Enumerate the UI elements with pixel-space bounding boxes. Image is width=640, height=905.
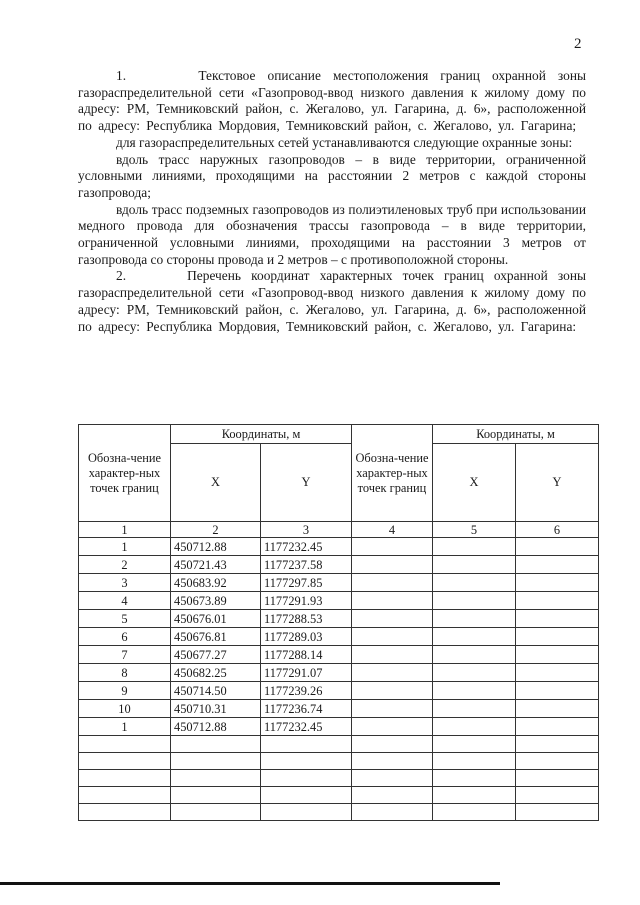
x-cell: 450721.43	[171, 556, 261, 574]
empty-cell	[261, 736, 352, 753]
empty-cell	[352, 718, 433, 736]
x-cell: 450710.31	[171, 700, 261, 718]
paragraph-3: вдоль трасс наружных газопроводов – в виде территории, ограниченной условными линиями, проходящими на расстоянии 2 метров с каждой стороны газопровода;	[78, 151, 586, 200]
point-cell: 4	[79, 592, 171, 610]
table-row	[79, 682, 599, 700]
empty-cell	[433, 556, 516, 574]
empty-row	[79, 753, 599, 770]
point-cell: 6	[79, 628, 171, 646]
table-row	[79, 664, 599, 682]
empty-cell	[433, 804, 516, 821]
column-number: 2	[171, 522, 261, 538]
table-row	[79, 538, 599, 556]
empty-cell	[171, 753, 261, 770]
column-number: 1	[79, 522, 171, 538]
empty-cell	[352, 556, 433, 574]
table-row	[79, 628, 599, 646]
point-cell: 5	[79, 610, 171, 628]
empty-cell	[352, 610, 433, 628]
x-cell: 450682.25	[171, 664, 261, 682]
y-cell: 1177236.74	[261, 700, 352, 718]
coordinates-table	[78, 424, 599, 821]
empty-cell	[516, 610, 599, 628]
empty-cell	[352, 753, 433, 770]
empty-cell	[516, 787, 599, 804]
x-cell: 450712.88	[171, 538, 261, 556]
empty-row	[79, 804, 599, 821]
empty-cell	[433, 592, 516, 610]
empty-cell	[516, 753, 599, 770]
y-cell: 1177289.03	[261, 628, 352, 646]
empty-cell	[516, 574, 599, 592]
empty-cell	[352, 770, 433, 787]
point-designation-header-2: Обозна-чение характер-ных точек границ	[352, 425, 433, 522]
table-row	[79, 700, 599, 718]
empty-cell	[261, 787, 352, 804]
document-text	[78, 68, 586, 335]
empty-cell	[352, 682, 433, 700]
point-cell: 8	[79, 664, 171, 682]
empty-cell	[352, 700, 433, 718]
empty-cell	[433, 718, 516, 736]
y-header: Y	[261, 444, 352, 522]
column-number: 5	[433, 522, 516, 538]
empty-cell	[261, 770, 352, 787]
coordinates-header-2: Координаты, м	[433, 425, 599, 444]
column-number: 6	[516, 522, 599, 538]
point-cell: 1	[79, 718, 171, 736]
x-cell: 450673.89	[171, 592, 261, 610]
empty-cell	[261, 753, 352, 770]
empty-cell	[433, 610, 516, 628]
point-cell: 10	[79, 700, 171, 718]
scan-edge-bar	[0, 882, 500, 885]
y-cell: 1177291.07	[261, 664, 352, 682]
y-header-2: Y	[516, 444, 599, 522]
empty-row	[79, 736, 599, 753]
x-cell: 450712.88	[171, 718, 261, 736]
point-cell: 7	[79, 646, 171, 664]
table-row	[79, 646, 599, 664]
x-cell: 450676.81	[171, 628, 261, 646]
empty-cell	[516, 556, 599, 574]
column-number: 4	[352, 522, 433, 538]
y-cell: 1177232.45	[261, 538, 352, 556]
y-cell: 1177237.58	[261, 556, 352, 574]
empty-cell	[433, 700, 516, 718]
coordinates-header: Координаты, м	[171, 425, 352, 444]
point-cell: 2	[79, 556, 171, 574]
point-designation-header: Обозна-чение характер-ных точек границ	[79, 425, 171, 522]
empty-cell	[516, 592, 599, 610]
table-row	[79, 610, 599, 628]
y-cell: 1177239.26	[261, 682, 352, 700]
empty-cell	[433, 664, 516, 682]
empty-cell	[433, 787, 516, 804]
paragraph-2: для газораспределительных сетей устанавливаются следующие охранные зоны:	[116, 134, 573, 150]
point-cell: 9	[79, 682, 171, 700]
empty-cell	[433, 538, 516, 556]
y-cell: 1177297.85	[261, 574, 352, 592]
point-cell: 3	[79, 574, 171, 592]
empty-cell	[261, 804, 352, 821]
empty-cell	[79, 787, 171, 804]
empty-cell	[79, 753, 171, 770]
point-cell: 1	[79, 538, 171, 556]
x-cell: 450714.50	[171, 682, 261, 700]
x-cell: 450676.01	[171, 610, 261, 628]
empty-cell	[433, 628, 516, 646]
table-row	[79, 718, 599, 736]
empty-cell	[352, 574, 433, 592]
column-number-row	[79, 522, 599, 538]
paragraph-4: вдоль трасс подземных газопроводов из полиэтиленовых труб при использовании медного провода для обозначения трассы газопровода – в виде территории, ограниченной условными линиями, проходящими на расстоянии 3 метров от газопровода со стороны провода и 2 метров – с противоположной стороны.	[78, 201, 586, 267]
empty-cell	[516, 628, 599, 646]
y-cell: 1177288.53	[261, 610, 352, 628]
x-cell: 450683.92	[171, 574, 261, 592]
table-row	[79, 556, 599, 574]
table-row	[79, 574, 599, 592]
y-cell: 1177232.45	[261, 718, 352, 736]
empty-cell	[433, 682, 516, 700]
empty-cell	[352, 538, 433, 556]
empty-cell	[352, 628, 433, 646]
empty-cell	[516, 682, 599, 700]
x-cell: 450677.27	[171, 646, 261, 664]
empty-cell	[433, 753, 516, 770]
empty-row	[79, 787, 599, 804]
table-row	[79, 592, 599, 610]
y-cell: 1177291.93	[261, 592, 352, 610]
empty-cell	[352, 592, 433, 610]
empty-cell	[516, 736, 599, 753]
x-header: X	[171, 444, 261, 522]
x-header-2: X	[433, 444, 516, 522]
empty-cell	[352, 646, 433, 664]
empty-cell	[433, 574, 516, 592]
y-cell: 1177288.14	[261, 646, 352, 664]
empty-row	[79, 770, 599, 787]
empty-cell	[352, 664, 433, 682]
empty-cell	[516, 646, 599, 664]
column-number: 3	[261, 522, 352, 538]
empty-cell	[516, 700, 599, 718]
empty-cell	[516, 718, 599, 736]
empty-cell	[171, 770, 261, 787]
empty-cell	[516, 804, 599, 821]
paragraph-1: 1. Текстовое описание местоположения границ охранной зоны газораспределительной сети «Газопровод-ввод низкого давления к жилому дому по адресу: РМ, Темниковский район, с. Жегалово, ул. Гагарина, д. 6», расположенной по адресу: Республика Мордовия, Темниковский район, с. Жегалово, ул. Гагарина;	[78, 68, 586, 134]
empty-cell	[171, 804, 261, 821]
empty-cell	[352, 736, 433, 753]
empty-cell	[79, 770, 171, 787]
empty-cell	[79, 736, 171, 753]
empty-cell	[352, 787, 433, 804]
empty-cell	[516, 664, 599, 682]
empty-cell	[433, 736, 516, 753]
paragraph-5: 2. Перечень координат характерных точек границ охранной зоны газораспределительной сети «Газопровод-ввод низкого давления к жилому дому по адресу: РМ, Темниковский район, с. Жегалово, ул. Гагарина, д. 6», расположенной по адресу: Республика Мордовия, Темниковский район, с. Жегалово, ул. Гагарина:	[78, 268, 586, 334]
empty-cell	[171, 736, 261, 753]
empty-cell	[171, 787, 261, 804]
page-number: 2	[574, 36, 582, 52]
empty-cell	[352, 804, 433, 821]
empty-cell	[516, 538, 599, 556]
empty-cell	[433, 646, 516, 664]
empty-cell	[433, 770, 516, 787]
empty-cell	[79, 804, 171, 821]
empty-cell	[516, 770, 599, 787]
